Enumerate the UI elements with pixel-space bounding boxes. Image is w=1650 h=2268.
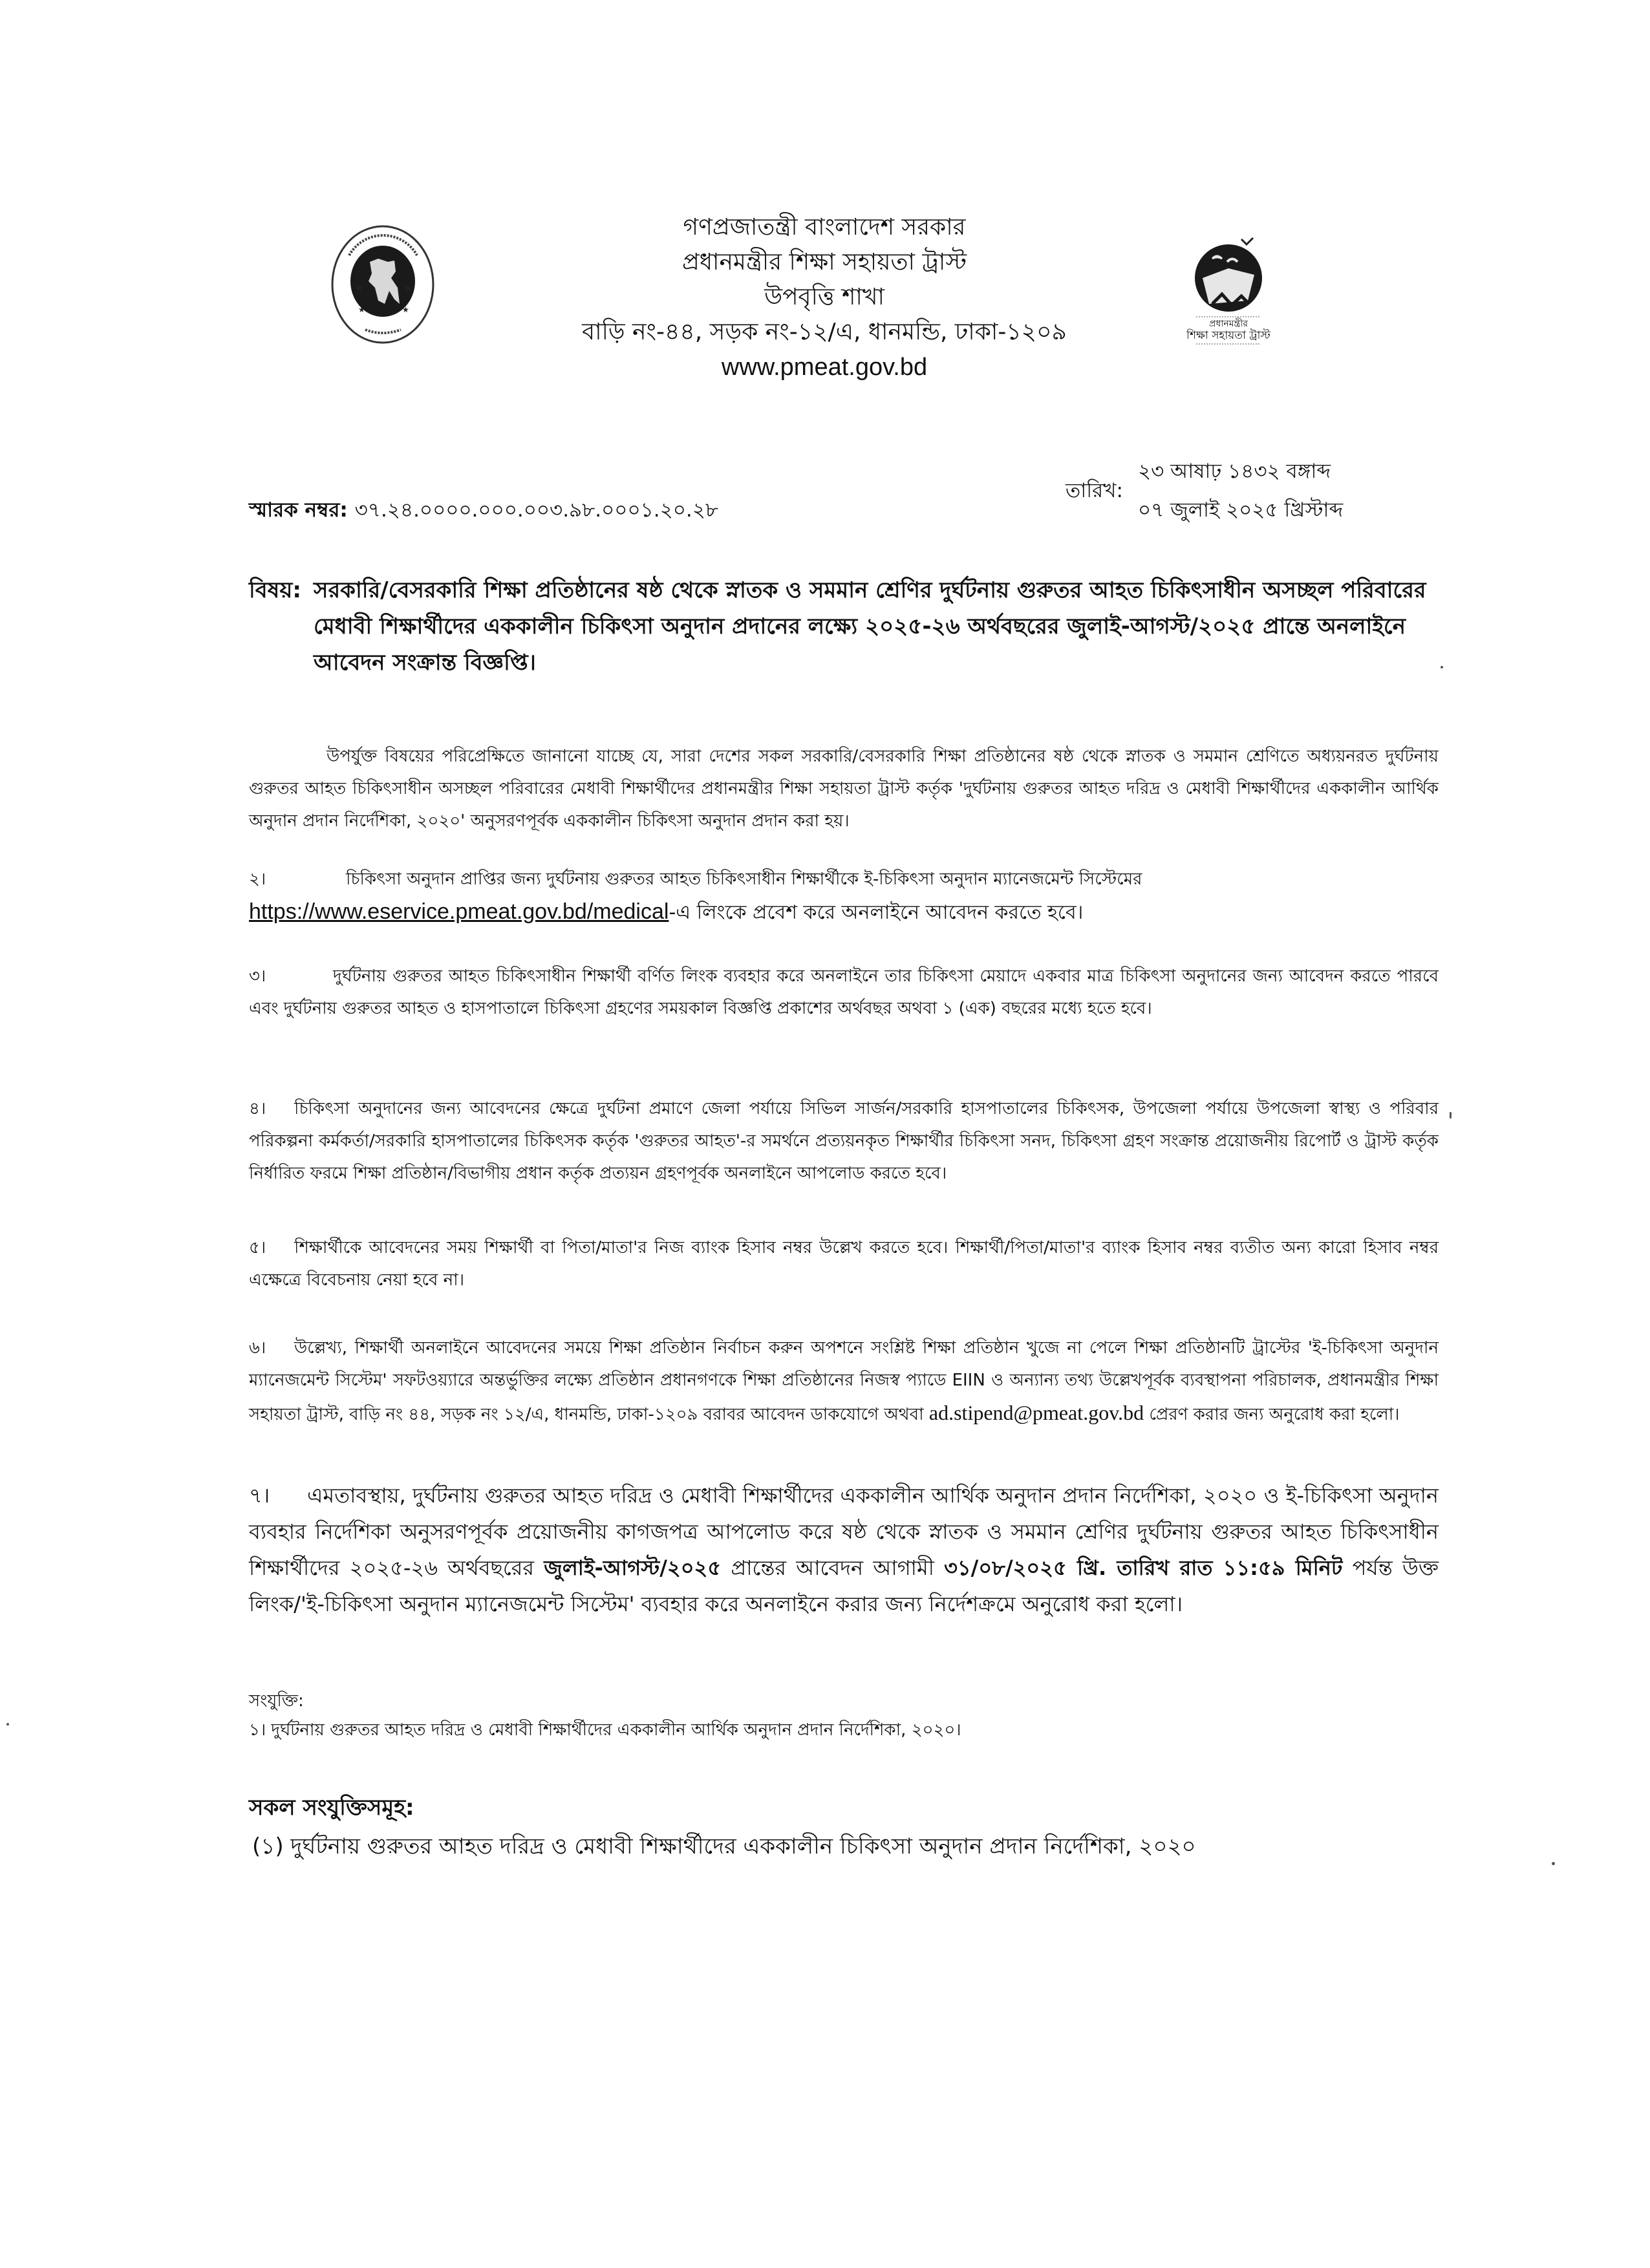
attachment-label: সংযুক্তি: [249, 1691, 304, 1711]
government-seal-logo [330, 223, 436, 346]
eservice-medical-link[interactable]: https://www.eservice.pmeat.gov.bd/medical [249, 899, 669, 924]
subject-label: বিষয়: [249, 577, 302, 603]
paragraph-6: ৬। উল্লেখ্য, শিক্ষার্থী অনলাইনে আবেদনের সময়ে শিক্ষা প্রতিষ্ঠান নির্বাচন করুন অপশনে সংশ্লিষ্ট শিক্ষা প্রতিষ্ঠান খুজে না পেলে শিক্ষা প্রতিষ্ঠানটি ট্রাস্টের 'ই-চিকিৎসা অনুদান ম্যানেজমেন্ট সিস্টেম' সফটওয়্যারে অন্তর্ভুক্তির লক্ষ্যে প্রতিষ্ঠান প্রধানগণকে শিক্ষা প্রতিষ্ঠানের নিজস্ব প্যাডে EIIN ও অন্যান্য তথ্য উল্লেখপূর্বক ব্যবস্থাপনা পরিচালক, প্রধানমন্ত্রীর শিক্ষা সহায়তা ট্রাস্ট, বাড়ি নং ৪৪, সড়ক নং ১২/এ, ধানমন্ডি, ঢাকা-১২০৯ বরাবর আবেদন ডাকযোগে অথবা ad.stipend@pmeat.gov.bd প্রেরণ করার জন্য অনুরোধ করা হলো। [249, 1332, 1439, 1431]
subject-text: সরকারি/বেসরকারি শিক্ষা প্রতিষ্ঠানের ষষ্ঠ থেকে স্নাতক ও সমমান শ্রেণির দুর্ঘটনায় গুরুতর আহত চিকিৎসাধীন অসচ্ছল পরিবারের মেধাবী শিক্ষার্থীদের এককালীন চিকিৎসা অনুদান প্রদানের লক্ষ্যে ২০২৫-২৬ অর্থবছরের জুলাই-আগস্ট/২০২৫ প্রান্তে অনলাইনে আবেদন সংক্রান্ত বিজ্ঞপ্তি। [314, 577, 1426, 676]
all-attachments-item[interactable]: (১) দুর্ঘটনায় গুরুতর আহত দরিদ্র ও মেধাবী শিক্ষার্থীদের এককালীন চিকিৎসা অনুদান প্রদান নির্দেশিকা, ২০২০ [252, 1834, 1196, 1859]
svg-text:★: ★ [358, 305, 365, 314]
subject [249, 572, 1435, 681]
application-period: জুলাই-আগস্ট/২০২৫ [544, 1556, 722, 1580]
paragraph-1: উপর্যুক্ত বিষয়ের পরিপ্রেক্ষিতে জানানো যাচ্ছে যে, সারা দেশের সকল সরকারি/বেসরকারি শিক্ষা প্রতিষ্ঠানের ষষ্ঠ থেকে স্নাতক ও সমমান শ্রেণিতে অধ্যয়নরত দুর্ঘটনায় গুরুতর আহত চিকিৎসাধীন অসচ্ছল পরিবারের মেধাবী শিক্ষার্থীদের প্রধানমন্ত্রীর শিক্ষা সহায়তা ট্রাস্ট কর্তৃক 'দুর্ঘটনায় গুরুতর আহত দরিদ্র ও মেধাবী শিক্ষার্থীদের এককালীন আর্থিক অনুদান প্রদান নির্দেশিকা, ২০২০' অনুসরণপূর্বক এককালীন চিকিৎসা অনুদান প্রদান করা হয়। [249, 747, 1439, 831]
svg-text:★: ★ [402, 305, 409, 314]
date-bangla: ২৩ আষাঢ় ১৪৩২ বঙ্গাব্দ [1138, 460, 1331, 483]
date-label: তারিখ: [1066, 479, 1123, 502]
svg-text:★: ★ [356, 283, 364, 294]
reference-label: স্মারক নম্বর: [249, 498, 348, 522]
trust-name: প্রধানমন্ত্রীর শিক্ষা সহায়তা ট্রাস্ট [681, 249, 967, 275]
paragraph-2: ২। চিকিৎসা অনুদান প্রাপ্তির জন্য দুর্ঘটনায় গুরুতর আহত চিকিৎসাধীন শিক্ষার্থীকে ই-চিকিৎসা অনুদান ম্যানেজমেন্ট সিস্টেমের https://www.eservice.pmeat.gov.bd/medical-এ লিংকে প্রবেশ করে অনলাইনে আবেদন করতে হবে। [249, 863, 1439, 930]
government-name: গণপ্রজাতন্ত্রী বাংলাদেশ সরকার [683, 214, 966, 241]
pmeat-logo [1177, 233, 1280, 349]
scan-speck [1552, 1862, 1555, 1865]
memo-reference [249, 495, 718, 528]
paragraph-number: ৬। [249, 1338, 266, 1358]
svg-text:★: ★ [404, 283, 412, 294]
paragraph-number: ৪। [249, 1099, 266, 1118]
paragraph-number: ৭। [249, 1483, 270, 1508]
all-attachments-label: সকল সংযুক্তিসমূহ: [249, 1795, 414, 1821]
letterhead [453, 210, 1196, 385]
scan-speck [6, 1723, 9, 1726]
scan-speck [1441, 666, 1443, 669]
paragraph-number: ৫। [249, 1238, 266, 1257]
paragraph-4: ৪। চিকিৎসা অনুদানের জন্য আবেদনের ক্ষেত্রে দুর্ঘটনা প্রমাণে জেলা পর্যায়ে সিভিল সার্জন/সরকারি হাসপাতালের চিকিৎসক, উপজেলা পর্যায়ে উপজেলা স্বাস্থ্য ও পরিবার পরিকল্পনা কর্মকর্তা/সরকারি হাসপাতালের চিকিৎসক কর্তৃক 'গুরুতর আহত'-র সমর্থনে প্রত্যয়নকৃত শিক্ষার্থীর চিকিৎসা সনদ, চিকিৎসা গ্রহণ সংক্রান্ত প্রয়োজনীয় রিপোর্ট ও ট্রাস্ট কর্তৃক নির্ধারিত ফরমে শিক্ষা প্রতিষ্ঠান/বিভাগীয় প্রধান কর্তৃক প্রত্যয়ন গ্রহণপূর্বক অনলাইনে আপলোড করতে হবে। [249, 1093, 1439, 1190]
scan-speck [1450, 1112, 1452, 1118]
paragraph-3: ৩। দুর্ঘটনায় গুরুতর আহত চিকিৎসাধীন শিক্ষার্থী বর্ণিত লিংক ব্যবহার করে অনলাইনে তার চিকিৎসা মেয়াদে একবার মাত্র চিকিৎসা অনুদানের জন্য আবেদন করতে পারবে এবং দুর্ঘটনায় গুরুতর আহত ও হাসপাতালে চিকিৎসা গ্রহণের সময়কাল বিজ্ঞপ্তি প্রকাশের অর্থবছর অথবা ১ (এক) বছরের মধ্যে হতে হবে। [249, 960, 1439, 1025]
date-gregorian: ০৭ জুলাই ২০২৫ খ্রিস্টাব্দ [1138, 498, 1344, 522]
paragraph-5: ৫। শিক্ষার্থীকে আবেদনের সময় শিক্ষার্থী বা পিতা/মাতা'র নিজ ব্যাংক হিসাব নম্বর উল্লেখ করতে হবে। শিক্ষার্থী/পিতা/মাতা'র ব্যাংক হিসাব নম্বর ব্যতীত অন্য কারো হিসাব নম্বর এক্ষেত্রে বিবেচনায় নেয়া হবে না। [249, 1232, 1439, 1296]
branch-name: উপবৃত্তি শাখা [764, 284, 884, 310]
paragraph-number: ২। [249, 870, 266, 889]
stipend-email-link[interactable]: ad.stipend@pmeat.gov.bd [928, 1401, 1144, 1424]
paragraph-number: ৩। [249, 967, 266, 986]
office-address: বাড়ি নং-৪৪, সড়ক নং-১২/এ, ধানমন্ডি, ঢাকা-১২০৯ [582, 319, 1067, 345]
logo-caption: প্রধানমন্ত্রীর শিক্ষা সহায়তা ট্রাস্ট [1186, 319, 1270, 342]
bangladesh-government-seal-icon [330, 223, 436, 346]
paragraph-7: ৭। এমতাবস্থায়, দুর্ঘটনায় গুরুতর আহত দরিদ্র ও মেধাবী শিক্ষার্থীদের এককালীন আর্থিক অনুদান প্রদান নির্দেশিকা, ২০২০ ও ই-চিকিৎসা অনুদান ব্যবহার নির্দেশিকা অনুসরণপূর্বক প্রয়োজনীয় কাগজপত্র আপলোড করে ষষ্ঠ থেকে স্নাতক ও সমমান শ্রেণির দুর্ঘটনায় গুরুতর আহত চিকিৎসাধীন শিক্ষার্থীদের ২০২৫-২৬ অর্থবছরের জুলাই-আগস্ট/২০২৫ প্রান্তের আবেদন আগামী ৩১/০৮/২০২৫ খ্রি. তারিখ রাত ১১:৫৯ মিনিট পর্যন্ত উক্ত লিংক/'ই-চিকিৎসা অনুদান ম্যানেজমেন্ট সিস্টেম' ব্যবহার করে অনলাইনে করার জন্য নির্দেশক্রমে অনুরোধ করা হলো। [249, 1477, 1439, 1622]
deadline: ৩১/০৮/২০২৫ খ্রি. তারিখ রাত ১১:৫৯ মিনিট [944, 1556, 1343, 1580]
attachment-item: ১। দুর্ঘটনায় গুরুতর আহত দরিদ্র ও মেধাবী শিক্ষার্থীদের এককালীন আর্থিক অনুদান প্রদান নির্দেশিকা, ২০২০। [249, 1720, 961, 1740]
website-link[interactable]: www.pmeat.gov.bd [721, 354, 928, 381]
reference-number: ৩৭.২৪.০০০০.০০০.০০৩.৯৮.০০০১.২০.২৮ [354, 498, 719, 522]
